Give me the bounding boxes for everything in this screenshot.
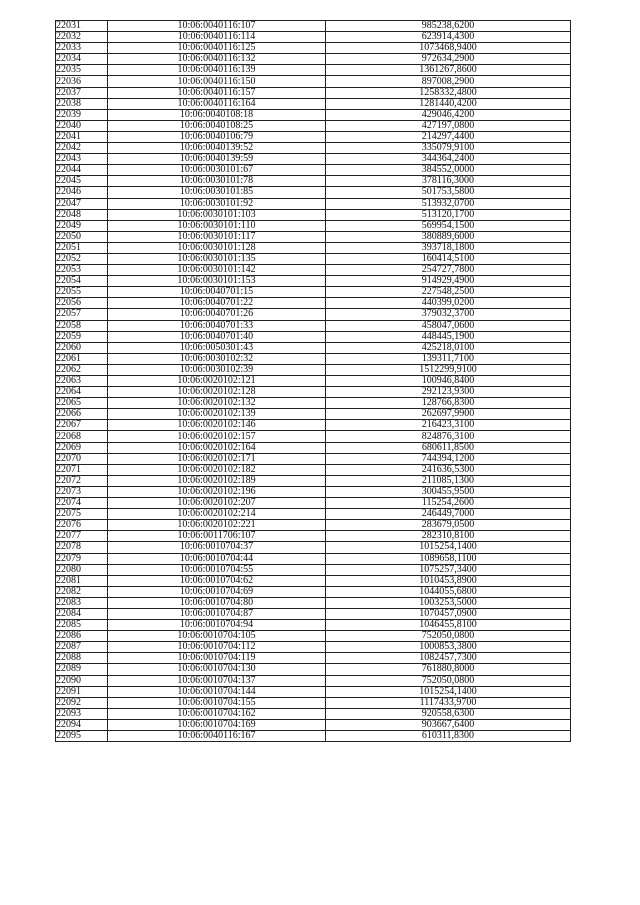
cadastral-number-cell: 10:06:0040139:59 bbox=[108, 154, 326, 165]
table-row bbox=[56, 586, 571, 597]
cadastral-number-cell: 10:06:0040106:79 bbox=[108, 131, 326, 142]
value-cell: 1046455,8100 bbox=[326, 620, 571, 631]
value-cell: 246449,7000 bbox=[326, 509, 571, 520]
cadastral-number-cell: 10:06:0040701:40 bbox=[108, 331, 326, 342]
table-row bbox=[56, 21, 571, 32]
row-number-cell: 22063 bbox=[56, 376, 108, 387]
value-cell: 752050,0800 bbox=[326, 631, 571, 642]
value-cell: 227548,2500 bbox=[326, 287, 571, 298]
row-number-cell: 22083 bbox=[56, 597, 108, 608]
table-row bbox=[56, 708, 571, 719]
table-row bbox=[56, 420, 571, 431]
row-number-cell: 22061 bbox=[56, 353, 108, 364]
cadastral-number-cell: 10:06:0010704:69 bbox=[108, 586, 326, 597]
row-number-cell: 22045 bbox=[56, 176, 108, 187]
cadastral-number-cell: 10:06:0010704:94 bbox=[108, 620, 326, 631]
cadastral-number-cell: 10:06:0010704:87 bbox=[108, 608, 326, 619]
row-number-cell: 22058 bbox=[56, 320, 108, 331]
row-number-cell: 22043 bbox=[56, 154, 108, 165]
row-number-cell: 22071 bbox=[56, 464, 108, 475]
cadastral-number-cell: 10:06:0020102:182 bbox=[108, 464, 326, 475]
cadastral-number-cell: 10:06:0040701:22 bbox=[108, 298, 326, 309]
table-row bbox=[56, 642, 571, 653]
table-row bbox=[56, 209, 571, 220]
table-row bbox=[56, 597, 571, 608]
cadastral-number-cell: 10:06:0040116:114 bbox=[108, 32, 326, 43]
value-cell: 752050,0800 bbox=[326, 675, 571, 686]
row-number-cell: 22031 bbox=[56, 21, 108, 32]
value-cell: 623914,4300 bbox=[326, 32, 571, 43]
value-cell: 1512299,9100 bbox=[326, 364, 571, 375]
registry-table bbox=[55, 20, 571, 742]
table-row bbox=[56, 731, 571, 742]
row-number-cell: 22070 bbox=[56, 453, 108, 464]
value-cell: 214297,4400 bbox=[326, 131, 571, 142]
cadastral-number-cell: 10:06:0020102:121 bbox=[108, 376, 326, 387]
cadastral-number-cell: 10:06:0010704:155 bbox=[108, 697, 326, 708]
cadastral-number-cell: 10:06:0020102:132 bbox=[108, 398, 326, 409]
cadastral-number-cell: 10:06:0020102:157 bbox=[108, 431, 326, 442]
table-row bbox=[56, 398, 571, 409]
value-cell: 393718,1800 bbox=[326, 242, 571, 253]
row-number-cell: 22032 bbox=[56, 32, 108, 43]
table-row bbox=[56, 553, 571, 564]
row-number-cell: 22065 bbox=[56, 398, 108, 409]
table-row bbox=[56, 409, 571, 420]
value-cell: 139311,7100 bbox=[326, 353, 571, 364]
cadastral-number-cell: 10:06:0030101:103 bbox=[108, 209, 326, 220]
table-row bbox=[56, 109, 571, 120]
row-number-cell: 22073 bbox=[56, 486, 108, 497]
table-row bbox=[56, 453, 571, 464]
cadastral-number-cell: 10:06:0010704:62 bbox=[108, 575, 326, 586]
value-cell: 1015254,1400 bbox=[326, 686, 571, 697]
value-cell: 211085,1300 bbox=[326, 475, 571, 486]
row-number-cell: 22072 bbox=[56, 475, 108, 486]
value-cell: 824876,3100 bbox=[326, 431, 571, 442]
value-cell: 115254,2600 bbox=[326, 498, 571, 509]
row-number-cell: 22095 bbox=[56, 731, 108, 742]
row-number-cell: 22093 bbox=[56, 708, 108, 719]
value-cell: 680611,8500 bbox=[326, 442, 571, 453]
row-number-cell: 22082 bbox=[56, 586, 108, 597]
table-row bbox=[56, 165, 571, 176]
row-number-cell: 22052 bbox=[56, 253, 108, 264]
cadastral-number-cell: 10:06:0020102:207 bbox=[108, 498, 326, 509]
cadastral-number-cell: 10:06:0020102:171 bbox=[108, 453, 326, 464]
value-cell: 1073468,9400 bbox=[326, 43, 571, 54]
table-row bbox=[56, 242, 571, 253]
value-cell: 1015254,1400 bbox=[326, 542, 571, 553]
row-number-cell: 22086 bbox=[56, 631, 108, 642]
cadastral-number-cell: 10:06:0040108:25 bbox=[108, 120, 326, 131]
table-row bbox=[56, 143, 571, 154]
value-cell: 744394,1200 bbox=[326, 453, 571, 464]
value-cell: 761880,8000 bbox=[326, 664, 571, 675]
row-number-cell: 22036 bbox=[56, 76, 108, 87]
table-row bbox=[56, 320, 571, 331]
cadastral-number-cell: 10:06:0040701:15 bbox=[108, 287, 326, 298]
value-cell: 1070457,0900 bbox=[326, 608, 571, 619]
value-cell: 1082457,7300 bbox=[326, 653, 571, 664]
value-cell: 501753,5800 bbox=[326, 187, 571, 198]
cadastral-number-cell: 10:06:0010704:44 bbox=[108, 553, 326, 564]
value-cell: 610311,8300 bbox=[326, 731, 571, 742]
value-cell: 378116,3000 bbox=[326, 176, 571, 187]
table-row bbox=[56, 719, 571, 730]
cadastral-number-cell: 10:06:0030101:85 bbox=[108, 187, 326, 198]
table-row bbox=[56, 76, 571, 87]
cadastral-number-cell: 10:06:0040139:52 bbox=[108, 143, 326, 154]
cadastral-number-cell: 10:06:0020102:196 bbox=[108, 486, 326, 497]
row-number-cell: 22076 bbox=[56, 520, 108, 531]
cadastral-number-cell: 10:06:0020102:189 bbox=[108, 475, 326, 486]
cadastral-number-cell: 10:06:0010704:162 bbox=[108, 708, 326, 719]
row-number-cell: 22084 bbox=[56, 608, 108, 619]
row-number-cell: 22046 bbox=[56, 187, 108, 198]
table-row bbox=[56, 387, 571, 398]
table-row bbox=[56, 65, 571, 76]
cadastral-number-cell: 10:06:0010704:55 bbox=[108, 564, 326, 575]
value-cell: 1003253,5000 bbox=[326, 597, 571, 608]
row-number-cell: 22062 bbox=[56, 364, 108, 375]
row-number-cell: 22034 bbox=[56, 54, 108, 65]
value-cell: 160414,5100 bbox=[326, 253, 571, 264]
cadastral-number-cell: 10:06:0011706:107 bbox=[108, 531, 326, 542]
cadastral-number-cell: 10:06:0040116:167 bbox=[108, 731, 326, 742]
cadastral-number-cell: 10:06:0020102:214 bbox=[108, 509, 326, 520]
value-cell: 513120,1700 bbox=[326, 209, 571, 220]
row-number-cell: 22067 bbox=[56, 420, 108, 431]
row-number-cell: 22055 bbox=[56, 287, 108, 298]
value-cell: 262697,9900 bbox=[326, 409, 571, 420]
row-number-cell: 22044 bbox=[56, 165, 108, 176]
value-cell: 384552,0000 bbox=[326, 165, 571, 176]
cadastral-number-cell: 10:06:0040108:18 bbox=[108, 109, 326, 120]
value-cell: 427197,0800 bbox=[326, 120, 571, 131]
row-number-cell: 22077 bbox=[56, 531, 108, 542]
row-number-cell: 22041 bbox=[56, 131, 108, 142]
table-row bbox=[56, 54, 571, 65]
row-number-cell: 22054 bbox=[56, 276, 108, 287]
table-row bbox=[56, 220, 571, 231]
row-number-cell: 22059 bbox=[56, 331, 108, 342]
row-number-cell: 22047 bbox=[56, 198, 108, 209]
table-row bbox=[56, 87, 571, 98]
table-row bbox=[56, 98, 571, 109]
row-number-cell: 22048 bbox=[56, 209, 108, 220]
value-cell: 920558,6300 bbox=[326, 708, 571, 719]
cadastral-number-cell: 10:06:0030101:135 bbox=[108, 253, 326, 264]
row-number-cell: 22075 bbox=[56, 509, 108, 520]
table-row bbox=[56, 664, 571, 675]
cadastral-number-cell: 10:06:0030101:92 bbox=[108, 198, 326, 209]
cadastral-number-cell: 10:06:0030101:67 bbox=[108, 165, 326, 176]
table-row bbox=[56, 276, 571, 287]
row-number-cell: 22069 bbox=[56, 442, 108, 453]
row-number-cell: 22035 bbox=[56, 65, 108, 76]
row-number-cell: 22087 bbox=[56, 642, 108, 653]
cadastral-number-cell: 10:06:0010704:119 bbox=[108, 653, 326, 664]
table-row bbox=[56, 154, 571, 165]
row-number-cell: 22078 bbox=[56, 542, 108, 553]
value-cell: 100946,8400 bbox=[326, 376, 571, 387]
table-row bbox=[56, 231, 571, 242]
row-number-cell: 22089 bbox=[56, 664, 108, 675]
table-row bbox=[56, 631, 571, 642]
value-cell: 440399,0200 bbox=[326, 298, 571, 309]
table-row bbox=[56, 176, 571, 187]
value-cell: 425218,0100 bbox=[326, 342, 571, 353]
row-number-cell: 22060 bbox=[56, 342, 108, 353]
table-row bbox=[56, 608, 571, 619]
row-number-cell: 22042 bbox=[56, 143, 108, 154]
table-row bbox=[56, 120, 571, 131]
value-cell: 1075257,3400 bbox=[326, 564, 571, 575]
value-cell: 513932,0700 bbox=[326, 198, 571, 209]
value-cell: 216423,3100 bbox=[326, 420, 571, 431]
value-cell: 1117433,9700 bbox=[326, 697, 571, 708]
table-row bbox=[56, 298, 571, 309]
value-cell: 241636,5300 bbox=[326, 464, 571, 475]
table-row bbox=[56, 620, 571, 631]
table-row bbox=[56, 353, 571, 364]
row-number-cell: 22037 bbox=[56, 87, 108, 98]
value-cell: 282310,8100 bbox=[326, 531, 571, 542]
row-number-cell: 22050 bbox=[56, 231, 108, 242]
row-number-cell: 22091 bbox=[56, 686, 108, 697]
table-row bbox=[56, 697, 571, 708]
row-number-cell: 22088 bbox=[56, 653, 108, 664]
table-row bbox=[56, 442, 571, 453]
row-number-cell: 22066 bbox=[56, 409, 108, 420]
cadastral-number-cell: 10:06:0030101:78 bbox=[108, 176, 326, 187]
value-cell: 292123,9300 bbox=[326, 387, 571, 398]
cadastral-number-cell: 10:06:0040116:150 bbox=[108, 76, 326, 87]
table-row bbox=[56, 32, 571, 43]
table-row bbox=[56, 653, 571, 664]
table-row bbox=[56, 265, 571, 276]
cadastral-number-cell: 10:06:0040116:125 bbox=[108, 43, 326, 54]
cadastral-number-cell: 10:06:0010704:169 bbox=[108, 719, 326, 730]
table-row bbox=[56, 331, 571, 342]
row-number-cell: 22094 bbox=[56, 719, 108, 730]
table-row bbox=[56, 542, 571, 553]
value-cell: 972634,2900 bbox=[326, 54, 571, 65]
value-cell: 1258332,4800 bbox=[326, 87, 571, 98]
table-row bbox=[56, 198, 571, 209]
row-number-cell: 22039 bbox=[56, 109, 108, 120]
row-number-cell: 22049 bbox=[56, 220, 108, 231]
cadastral-number-cell: 10:06:0020102:146 bbox=[108, 420, 326, 431]
row-number-cell: 22092 bbox=[56, 697, 108, 708]
value-cell: 897008,2900 bbox=[326, 76, 571, 87]
table-row bbox=[56, 575, 571, 586]
registry-table-body bbox=[56, 21, 571, 742]
value-cell: 569954,1500 bbox=[326, 220, 571, 231]
row-number-cell: 22033 bbox=[56, 43, 108, 54]
cadastral-number-cell: 10:06:0040116:107 bbox=[108, 21, 326, 32]
row-number-cell: 22080 bbox=[56, 564, 108, 575]
cadastral-number-cell: 10:06:0050301:43 bbox=[108, 342, 326, 353]
cadastral-number-cell: 10:06:0040701:33 bbox=[108, 320, 326, 331]
table-row bbox=[56, 686, 571, 697]
value-cell: 429046,4200 bbox=[326, 109, 571, 120]
row-number-cell: 22040 bbox=[56, 120, 108, 131]
cadastral-number-cell: 10:06:0010704:112 bbox=[108, 642, 326, 653]
table-row bbox=[56, 531, 571, 542]
cadastral-number-cell: 10:06:0030101:142 bbox=[108, 265, 326, 276]
cadastral-number-cell: 10:06:0010704:144 bbox=[108, 686, 326, 697]
value-cell: 128766,8300 bbox=[326, 398, 571, 409]
table-row bbox=[56, 376, 571, 387]
cadastral-number-cell: 10:06:0040116:157 bbox=[108, 87, 326, 98]
row-number-cell: 22051 bbox=[56, 242, 108, 253]
cadastral-number-cell: 10:06:0010704:37 bbox=[108, 542, 326, 553]
cadastral-number-cell: 10:06:0030102:39 bbox=[108, 364, 326, 375]
value-cell: 1044055,6800 bbox=[326, 586, 571, 597]
table-row bbox=[56, 342, 571, 353]
value-cell: 985238,6200 bbox=[326, 21, 571, 32]
cadastral-number-cell: 10:06:0010704:80 bbox=[108, 597, 326, 608]
row-number-cell: 22053 bbox=[56, 265, 108, 276]
cadastral-number-cell: 10:06:0040116:139 bbox=[108, 65, 326, 76]
value-cell: 380889,6000 bbox=[326, 231, 571, 242]
cadastral-number-cell: 10:06:0020102:128 bbox=[108, 387, 326, 398]
cadastral-number-cell: 10:06:0010704:137 bbox=[108, 675, 326, 686]
row-number-cell: 22079 bbox=[56, 553, 108, 564]
cadastral-number-cell: 10:06:0020102:164 bbox=[108, 442, 326, 453]
value-cell: 903667,6400 bbox=[326, 719, 571, 730]
cadastral-number-cell: 10:06:0030101:110 bbox=[108, 220, 326, 231]
row-number-cell: 22038 bbox=[56, 98, 108, 109]
row-number-cell: 22085 bbox=[56, 620, 108, 631]
value-cell: 1000853,3800 bbox=[326, 642, 571, 653]
row-number-cell: 22068 bbox=[56, 431, 108, 442]
value-cell: 1281440,4200 bbox=[326, 98, 571, 109]
cadastral-number-cell: 10:06:0030101:153 bbox=[108, 276, 326, 287]
value-cell: 914929,4900 bbox=[326, 276, 571, 287]
table-row bbox=[56, 464, 571, 475]
cadastral-number-cell: 10:06:0040701:26 bbox=[108, 309, 326, 320]
table-row bbox=[56, 486, 571, 497]
row-number-cell: 22057 bbox=[56, 309, 108, 320]
table-row bbox=[56, 287, 571, 298]
value-cell: 379032,3700 bbox=[326, 309, 571, 320]
row-number-cell: 22074 bbox=[56, 498, 108, 509]
table-row bbox=[56, 431, 571, 442]
value-cell: 458047,0600 bbox=[326, 320, 571, 331]
cadastral-number-cell: 10:06:0030101:128 bbox=[108, 242, 326, 253]
value-cell: 335079,9100 bbox=[326, 143, 571, 154]
cadastral-number-cell: 10:06:0040116:164 bbox=[108, 98, 326, 109]
table-row bbox=[56, 43, 571, 54]
cadastral-number-cell: 10:06:0020102:139 bbox=[108, 409, 326, 420]
cadastral-number-cell: 10:06:0020102:221 bbox=[108, 520, 326, 531]
value-cell: 254727,7800 bbox=[326, 265, 571, 276]
row-number-cell: 22056 bbox=[56, 298, 108, 309]
table-row bbox=[56, 520, 571, 531]
value-cell: 448445,1900 bbox=[326, 331, 571, 342]
table-row bbox=[56, 309, 571, 320]
table-row bbox=[56, 675, 571, 686]
cadastral-number-cell: 10:06:0010704:130 bbox=[108, 664, 326, 675]
value-cell: 300455,9500 bbox=[326, 486, 571, 497]
table-row bbox=[56, 564, 571, 575]
row-number-cell: 22081 bbox=[56, 575, 108, 586]
cadastral-number-cell: 10:06:0010704:105 bbox=[108, 631, 326, 642]
value-cell: 1010453,8900 bbox=[326, 575, 571, 586]
value-cell: 1361267,8600 bbox=[326, 65, 571, 76]
table-row bbox=[56, 131, 571, 142]
table-row bbox=[56, 475, 571, 486]
cadastral-number-cell: 10:06:0030102:32 bbox=[108, 353, 326, 364]
row-number-cell: 22064 bbox=[56, 387, 108, 398]
table-row bbox=[56, 498, 571, 509]
cadastral-number-cell: 10:06:0040116:132 bbox=[108, 54, 326, 65]
cadastral-number-cell: 10:06:0030101:117 bbox=[108, 231, 326, 242]
table-row bbox=[56, 253, 571, 264]
table-row bbox=[56, 509, 571, 520]
table-row bbox=[56, 187, 571, 198]
value-cell: 344364,2400 bbox=[326, 154, 571, 165]
row-number-cell: 22090 bbox=[56, 675, 108, 686]
value-cell: 283679,0500 bbox=[326, 520, 571, 531]
table-row bbox=[56, 364, 571, 375]
value-cell: 1089658,1100 bbox=[326, 553, 571, 564]
